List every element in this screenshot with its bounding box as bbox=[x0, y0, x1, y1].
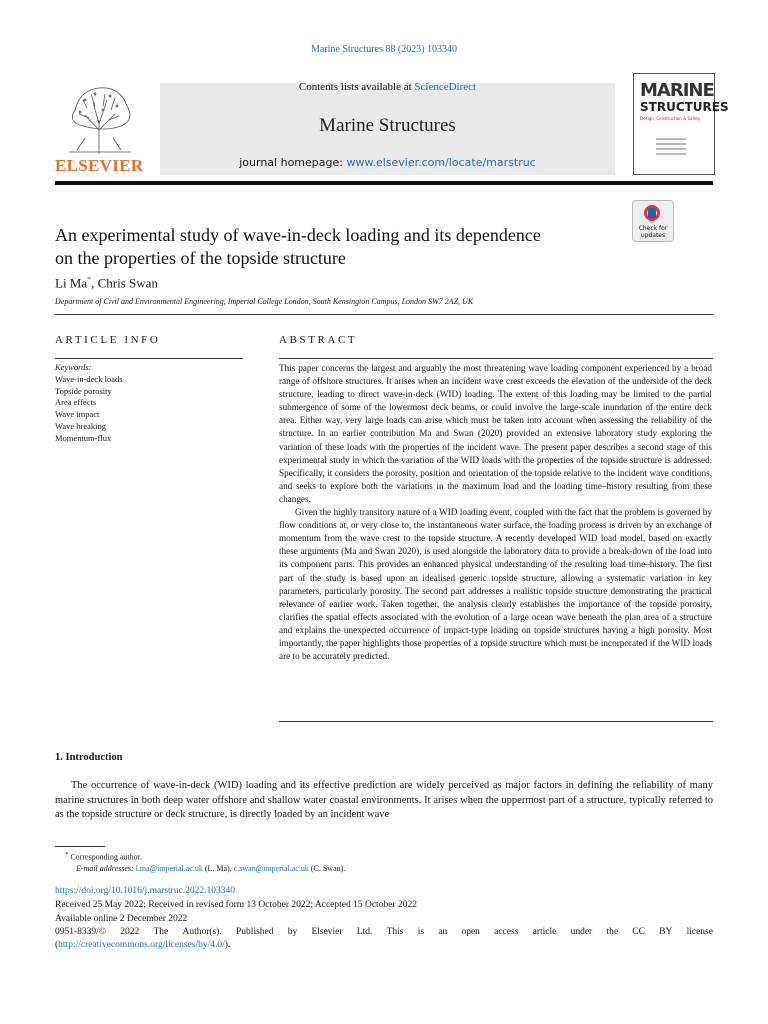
check-label-2: updates bbox=[640, 232, 666, 239]
keyword: Wave breaking bbox=[55, 420, 106, 431]
cover-tagline: Design, Construction & Safety bbox=[640, 116, 701, 121]
author-separator: , bbox=[91, 275, 98, 291]
keyword: Area effects bbox=[55, 397, 97, 408]
running-head[interactable]: Marine Structures 88 (2023) 103340 bbox=[310, 44, 458, 55]
license-url-open: ( bbox=[55, 940, 59, 950]
license-word: This bbox=[386, 927, 404, 937]
license-word: access bbox=[494, 927, 519, 937]
license-word: Elsevier bbox=[311, 927, 343, 937]
elsevier-wordmark[interactable]: ELSEVIER bbox=[55, 156, 144, 175]
keyword: Wave impact bbox=[55, 409, 100, 420]
email-link-2[interactable]: c.swan@imperial.ac.uk bbox=[233, 864, 309, 873]
license-word: open bbox=[461, 927, 480, 937]
license-word: 0951-8339/© bbox=[55, 927, 107, 937]
email-label: E-mail addresses: bbox=[76, 864, 134, 873]
homepage-prefix: journal homepage: bbox=[239, 156, 343, 169]
license-word: the bbox=[606, 927, 619, 937]
doi-link[interactable]: https://doi.org/10.1016/j.marstruc.2022.103340 bbox=[55, 886, 236, 896]
author-2: Chris Swan bbox=[97, 275, 158, 291]
footnote-marker: * bbox=[65, 851, 69, 858]
journal-cover-thumbnail[interactable] bbox=[633, 73, 729, 175]
abstract-heading: ABSTRACT bbox=[279, 334, 358, 346]
license-word: CC bbox=[632, 927, 645, 937]
author-1: Li Ma bbox=[55, 275, 88, 291]
email-owner-1: (L. Ma), bbox=[204, 864, 232, 873]
license-word: BY bbox=[659, 927, 673, 937]
contents-prefix: Contents lists available at bbox=[298, 81, 412, 93]
license-word: The bbox=[153, 927, 169, 937]
cover-text-lines bbox=[656, 138, 686, 158]
email-footnote bbox=[76, 864, 345, 873]
keyword: Momentum-flux bbox=[55, 432, 112, 443]
affiliation: Department of Civil and Environmental Engineering, Imperial College London, South Kensington Campus, London SW7 2AZ, UK bbox=[55, 297, 474, 306]
license-word: under bbox=[570, 927, 593, 937]
authors bbox=[55, 275, 158, 291]
introduction-text: The occurrence of wave-in-deck (WID) loading and its effective prediction are widely perceived as major factors in defining the reliability of many marine structures in both deep water offshore and shallow water coastal environments. It arises when the uppermost part of a structure, typically referred to as the topside structure or deck structure, is directly loaded by an incident wave bbox=[55, 780, 713, 821]
article-info-heading: ARTICLE INFO bbox=[55, 334, 161, 346]
title-line-2: on the properties of the topside structure bbox=[55, 248, 346, 268]
keyword: Topside porosity bbox=[55, 385, 112, 396]
affiliation-rule bbox=[55, 314, 713, 315]
license-word: license bbox=[686, 927, 713, 937]
license-url-link[interactable]: http://creativecommons.org/licenses/by/4.0/ bbox=[58, 940, 225, 950]
check-for-updates-button[interactable] bbox=[632, 200, 674, 242]
license-word: Published bbox=[236, 927, 274, 937]
corresponding-marker-link[interactable]: * bbox=[87, 275, 92, 284]
license-word: by bbox=[287, 927, 298, 937]
license-word: an bbox=[438, 927, 448, 937]
license-line bbox=[55, 926, 713, 939]
cover-title-1: MARINE bbox=[640, 80, 714, 101]
email-owner-2: (C. Swan). bbox=[310, 864, 346, 873]
license-word: is bbox=[417, 927, 425, 937]
abstract-rule bbox=[279, 358, 713, 359]
license-url-close: ). bbox=[224, 940, 231, 950]
license-word: Ltd. bbox=[356, 927, 373, 937]
header-rule bbox=[55, 181, 713, 185]
license-statement bbox=[55, 926, 713, 952]
homepage-link[interactable]: www.elsevier.com/locate/marstruc bbox=[346, 156, 536, 169]
abstract-paragraph-1: This paper concerns the largest and arguably the most threatening wave loading component experienced by a broad range of offshore structures. It arises when an incident wave crest exceeds the elevation of the underside of the deck structure, leading to direct wave-in-deck (WID) loading. The extent of this loading may be limited to the partial submergence of some of the lowermost deck beams, or could involve the large-scale inundation of the entire deck area. Either way, very large loads can arise which must be taken into account when assessing the reliability of the structure. In an earlier contribution Ma and Swan (2020) provided an extensive laboratory study exploring the variation of these loads with the properties of the incident wave. The present paper describes a second stage of this experimental study in which the variation of the WID loads with the properties of the topside structure is addressed. Specifically, it considers the porosity, position and orientation of the topside relative to the incident wave conditions, and seeks to explore both the variations in the maximum load and the loading time–history resulting from these changes. bbox=[279, 363, 712, 504]
email-link-1[interactable]: l.ma@imperial.ac.uk bbox=[135, 864, 203, 873]
check-label-1: Check for bbox=[638, 225, 668, 232]
homepage-line bbox=[160, 156, 615, 169]
license-word: Author(s). bbox=[182, 927, 222, 937]
abstract-body bbox=[279, 362, 712, 663]
introduction-heading: 1. Introduction bbox=[55, 752, 123, 763]
keyword: Wave-in-deck loads bbox=[55, 373, 123, 384]
corresponding-footnote bbox=[65, 851, 142, 862]
license-word: article bbox=[532, 927, 557, 937]
license-word: 2022 bbox=[120, 927, 140, 937]
license-url-line bbox=[55, 939, 713, 952]
footnote-rule bbox=[55, 846, 105, 847]
bookmark-icon bbox=[648, 208, 656, 218]
title-line-1: An experimental study of wave-in-deck loading and its dependence bbox=[55, 225, 541, 245]
cover-title-2: STRUCTURES bbox=[640, 100, 729, 114]
journal-name: Marine Structures bbox=[319, 115, 456, 136]
article-title bbox=[55, 224, 625, 270]
corresponding-text: Corresponding author. bbox=[70, 852, 142, 862]
article-info-rule bbox=[55, 358, 243, 359]
abstract-end-rule bbox=[279, 721, 713, 722]
sciencedirect-link[interactable]: ScienceDirect bbox=[414, 81, 477, 93]
abstract-paragraph-2: Given the highly transitory nature of a WID loading event, coupled with the fact that the problem is governed by flow conditions at, or very close to, the instantaneous water surface, the loading process is driven by an exchange of momentum from the wave crest to the topside structure. A recently developed WID load model, based on exactly these arguments (Ma and Swan 2020), is used alongside the laboratory data to provide a break-down of the load into its component parts. This provides an enhanced physical understanding of the resulting load time–history. The first part of the study is based upon an idealised generic topside structure, allowing a systematic variation in key parameters, particularly porosity. The second part addresses a realistic topside structure demonstrating the practical relevance of earlier work. Taken together, the analysis clearly establishes the importance of the topside porosity, clarifies the spatial effects associated with the evolution of a large ocean wave beneath the plan area of a structure and explains the unexpected occurrence of impact-type loading on topside structures having a high porosity. Most importantly, the paper highlights those properties of a topside structure which must be incorporated if the WID loads are to be accurately predicted. bbox=[279, 507, 712, 662]
online-date: Available online 2 December 2022 bbox=[55, 914, 188, 924]
keywords-label: Keywords: bbox=[55, 362, 92, 372]
received-dates: Received 25 May 2022; Received in revised form 13 October 2022; Accepted 15 October 2022 bbox=[55, 900, 417, 910]
contents-line bbox=[160, 81, 615, 93]
keywords-list bbox=[55, 362, 123, 445]
